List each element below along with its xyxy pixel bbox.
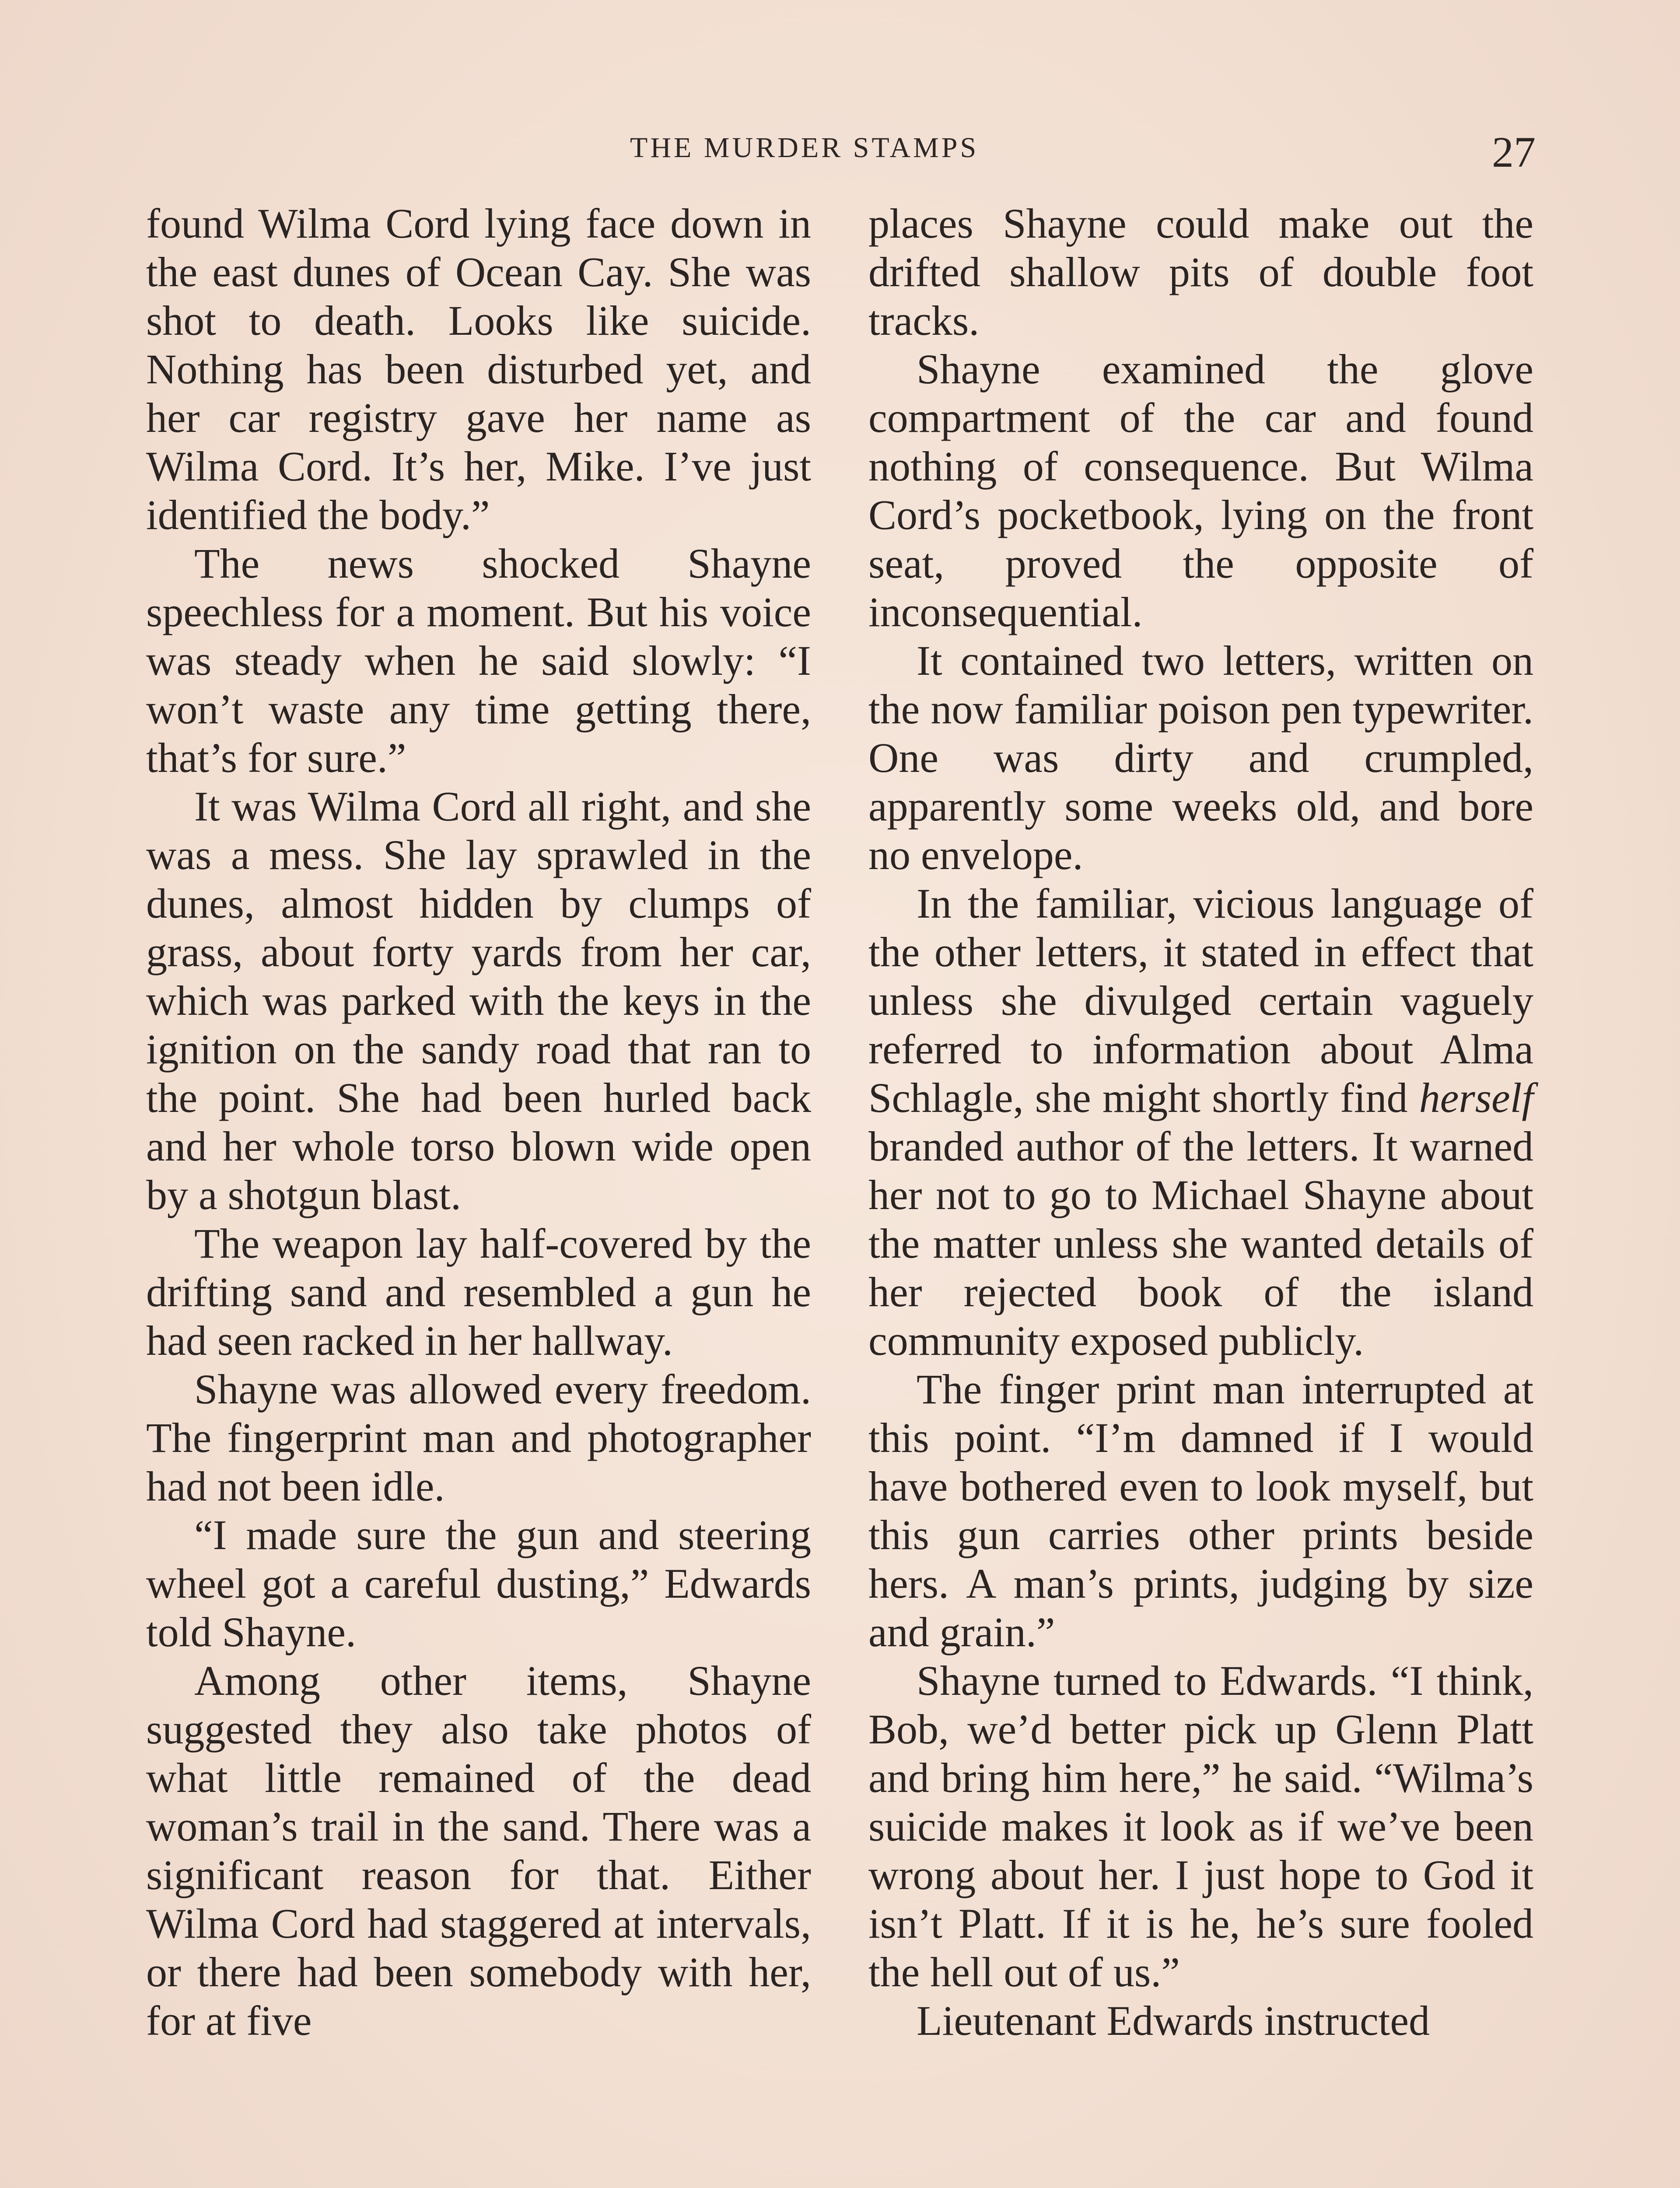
page-number: 27 xyxy=(1492,128,1536,176)
paragraph: found Wilma Cord lying face down in the east dunes of Ocean Cay. She was shot to death. Looks like suicide. Nothing has been disturbed yet, and her car registry gave her name as Wilma Cord. It’s her, Mike. I’ve just identified the body.” xyxy=(146,200,811,538)
running-title: THE MURDER STAMPS xyxy=(630,132,979,164)
paragraph: Shayne was allowed every freedom. The fingerprint man and photographer had not been idle. xyxy=(146,1366,811,1510)
paragraph: Lieutenant Edwards instructed xyxy=(917,1997,1430,2044)
paragraph: Among other items, Shayne suggested they also take photos of what little remained of the dead woman’s trail in the sand. There was a significant reason for that. Either Wilma Cord had staggered at intervals, or there had been somebody with her, for at five xyxy=(146,1657,811,2044)
paragraph: The weapon lay half-covered by the drifting sand and resembled a gun he had seen racked in her hallway. xyxy=(146,1220,811,1364)
paragraph: Shayne examined the glove compartment of the car and found nothing of consequence. But Wilma Cord’s pocketbook, lying on the front seat, proved the opposite of inconsequential. xyxy=(868,346,1533,635)
paragraph: In the familiar, vicious language of the other letters, it stated in effect that unless she divulged certain vaguely referred to information about Alma Schlagle, she might shortly find herself branded author of the letters. It warned her not to go to Michael Shayne about the matter unless she wanted details of her rejected book of the island community exposed publicly. xyxy=(868,880,1533,1364)
paragraph: It contained two letters, written on the now familiar poison pen typewriter. One was dirty and crumpled, apparently some weeks old, and bore no envelope. xyxy=(868,637,1533,878)
paragraph: It was Wilma Cord all right, and she was a mess. She lay sprawled in the dunes, almost hidden by clumps of grass, about forty yards from her car, which was parked with the keys in the ignition on the sandy road that ran to the point. She had been hurled back and her whole torso blown wide open by a shotgun blast. xyxy=(146,783,811,1218)
right-column xyxy=(868,199,1533,2045)
paragraph: The finger print man interrupted at this point. “I’m damned if I would have bothered even to look myself, but this gun carries other prints beside hers. A man’s prints, judging by size and grain.” xyxy=(868,1366,1533,1655)
paragraph: places Shayne could make out the drifted shallow pits of double foot tracks. xyxy=(868,200,1533,344)
left-column xyxy=(146,199,811,2045)
paragraph: The news shocked Shayne speechless for a moment. But his voice was steady when he said slowly: “I won’t waste any time getting there, that’s for sure.” xyxy=(146,540,811,781)
paragraph: “I made sure the gun and steering wheel got a careful dusting,” Edwards told Shayne. xyxy=(146,1511,811,1655)
paragraph: Shayne turned to Edwards. “I think, Bob, we’d better pick up Glenn Platt and bring him here,” he said. “Wilma’s suicide makes it look as if we’ve been wrong about her. I just hope to God it isn’t Platt. If it is he, he’s sure fooled the hell out of us.” xyxy=(868,1657,1533,1995)
